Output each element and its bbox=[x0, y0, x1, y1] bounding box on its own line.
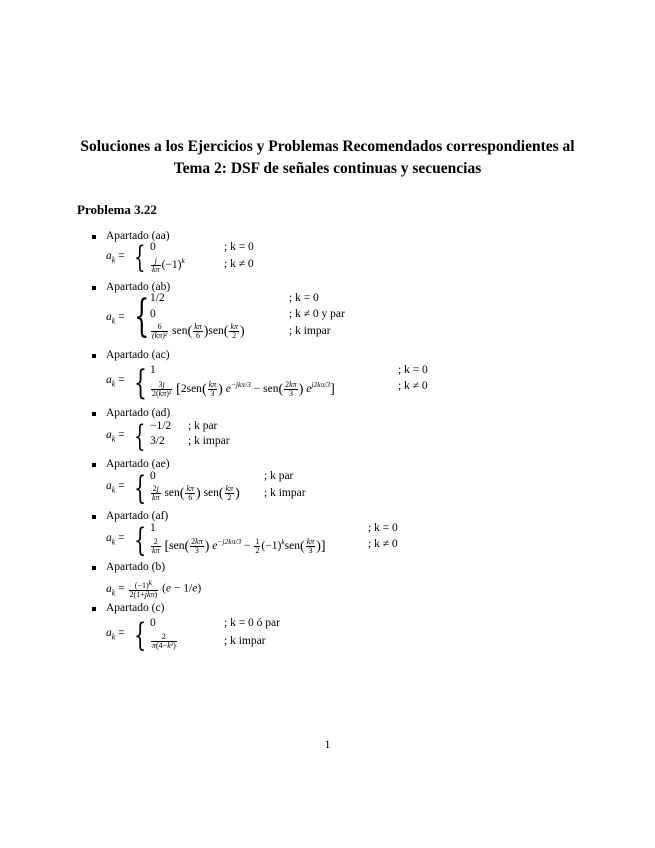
item-label: Apartado (b) bbox=[106, 561, 166, 573]
page: Soluciones a los Ejercicios y Problemas Recomendados correspondientes al Tema 2: DSF de señales continuas y secuencias Problema 3.22 Apartado (aa) $a_k$ = { 0 $\frac{j}{k\pi}$ $(-1)^k$ ; k = 0 ; k ≠ 0 Apartado (ab) $a_k$ = { 1/2 0 $\frac{6}{\text{(kπ)²}}$ sen( $\frac{k\pi}{6}$ )sen( $\frac{k\pi}{2}$ ) ; k = 0 ; k ≠ 0 y par ; k impar Apartado (ac) $a_k$ = { 1 $\frac{3j}{\text{2(kπ)²}}$ [2sen( $\frac{k\pi}{3}$ ) $e^{-jk\pi/3} - sen$( $\frac{2k\pi}{3}$ ) $e^{j2k\pi/3}$] ; k = 0 ; k ≠ 0 Apartado (ad) $a_k$ = { −1/2 3/2 ; k par ; k impar Apartado (ae) $a_k$ = { 0 $\frac{2j}{k\pi}$ sen( $\frac{k\pi}{6}$ ) sen( $\frac{k\pi}{2}$ ) ; k par ; k impar Apartado (af) $a_k$ = { 1 $\frac{2}{k\pi}$ [sen( $\frac{2k\pi}{3}$ ) $e^{-j2k\pi/3}$ − $\frac{1}{2}$ $(-1)^ksen$( $\frac{k\pi}{3}$ )] ; k = 0 ; k ≠ 0 Apartado (b) $a_k$ = $\frac{(-1)k}{\text{2(1+jkπ)}}$ (e − 1/e) Apartado (c) $a_k$ = { 0 $\frac{2}{\text{π(4−k²)}}$ ; k = 0 ó par ; k impar 1 bbox=[0, 0, 655, 848]
item-label: Apartado (ab) bbox=[106, 281, 171, 293]
item-label: Apartado (ac) bbox=[106, 349, 170, 361]
bullet bbox=[92, 354, 96, 358]
value: −1/2 bbox=[150, 420, 172, 432]
cond: ; k impar bbox=[264, 487, 306, 499]
cond: ; k = 0 bbox=[368, 522, 398, 534]
cond: ; k ≠ 0 bbox=[368, 538, 398, 550]
item-label: Apartado (c) bbox=[106, 602, 165, 614]
cond: ; k ≠ 0 bbox=[224, 258, 254, 270]
cond: ; k impar bbox=[188, 435, 230, 447]
cond: ; k = 0 bbox=[398, 364, 428, 376]
item-label: Apartado (ae) bbox=[106, 458, 170, 470]
title-line-2: Tema 2: DSF de señales continuas y secuencias bbox=[173, 160, 482, 177]
cond: ; k impar bbox=[289, 325, 331, 337]
cond: ; k impar bbox=[224, 635, 266, 647]
cond: ; k ≠ 0 y par bbox=[289, 308, 345, 320]
page-number: 1 bbox=[324, 737, 331, 751]
cond: ; k par bbox=[264, 470, 294, 482]
section-heading: Problema 3.22 bbox=[77, 202, 157, 217]
value: 3/2 bbox=[150, 435, 165, 447]
cond: ; k ≠ 0 bbox=[398, 380, 428, 392]
cond: ; k = 0 bbox=[289, 292, 319, 304]
document-title bbox=[0, 136, 655, 180]
cond: ; k par bbox=[188, 420, 218, 432]
bullet bbox=[92, 286, 96, 290]
bullet bbox=[92, 607, 96, 611]
item-label: Apartado (aa) bbox=[106, 230, 170, 242]
cond: ; k = 0 bbox=[224, 241, 254, 253]
bullet bbox=[92, 412, 96, 416]
bullet bbox=[92, 235, 96, 239]
bullet bbox=[92, 515, 96, 519]
title-line-1: Soluciones a los Ejercicios y Problemas Recomendados correspondientes al bbox=[80, 138, 575, 155]
bullet bbox=[92, 566, 96, 570]
cond: ; k = 0 ó par bbox=[224, 617, 280, 629]
bullet bbox=[92, 463, 96, 467]
item-label: Apartado (ad) bbox=[106, 407, 171, 419]
item-label: Apartado (af) bbox=[106, 510, 169, 522]
